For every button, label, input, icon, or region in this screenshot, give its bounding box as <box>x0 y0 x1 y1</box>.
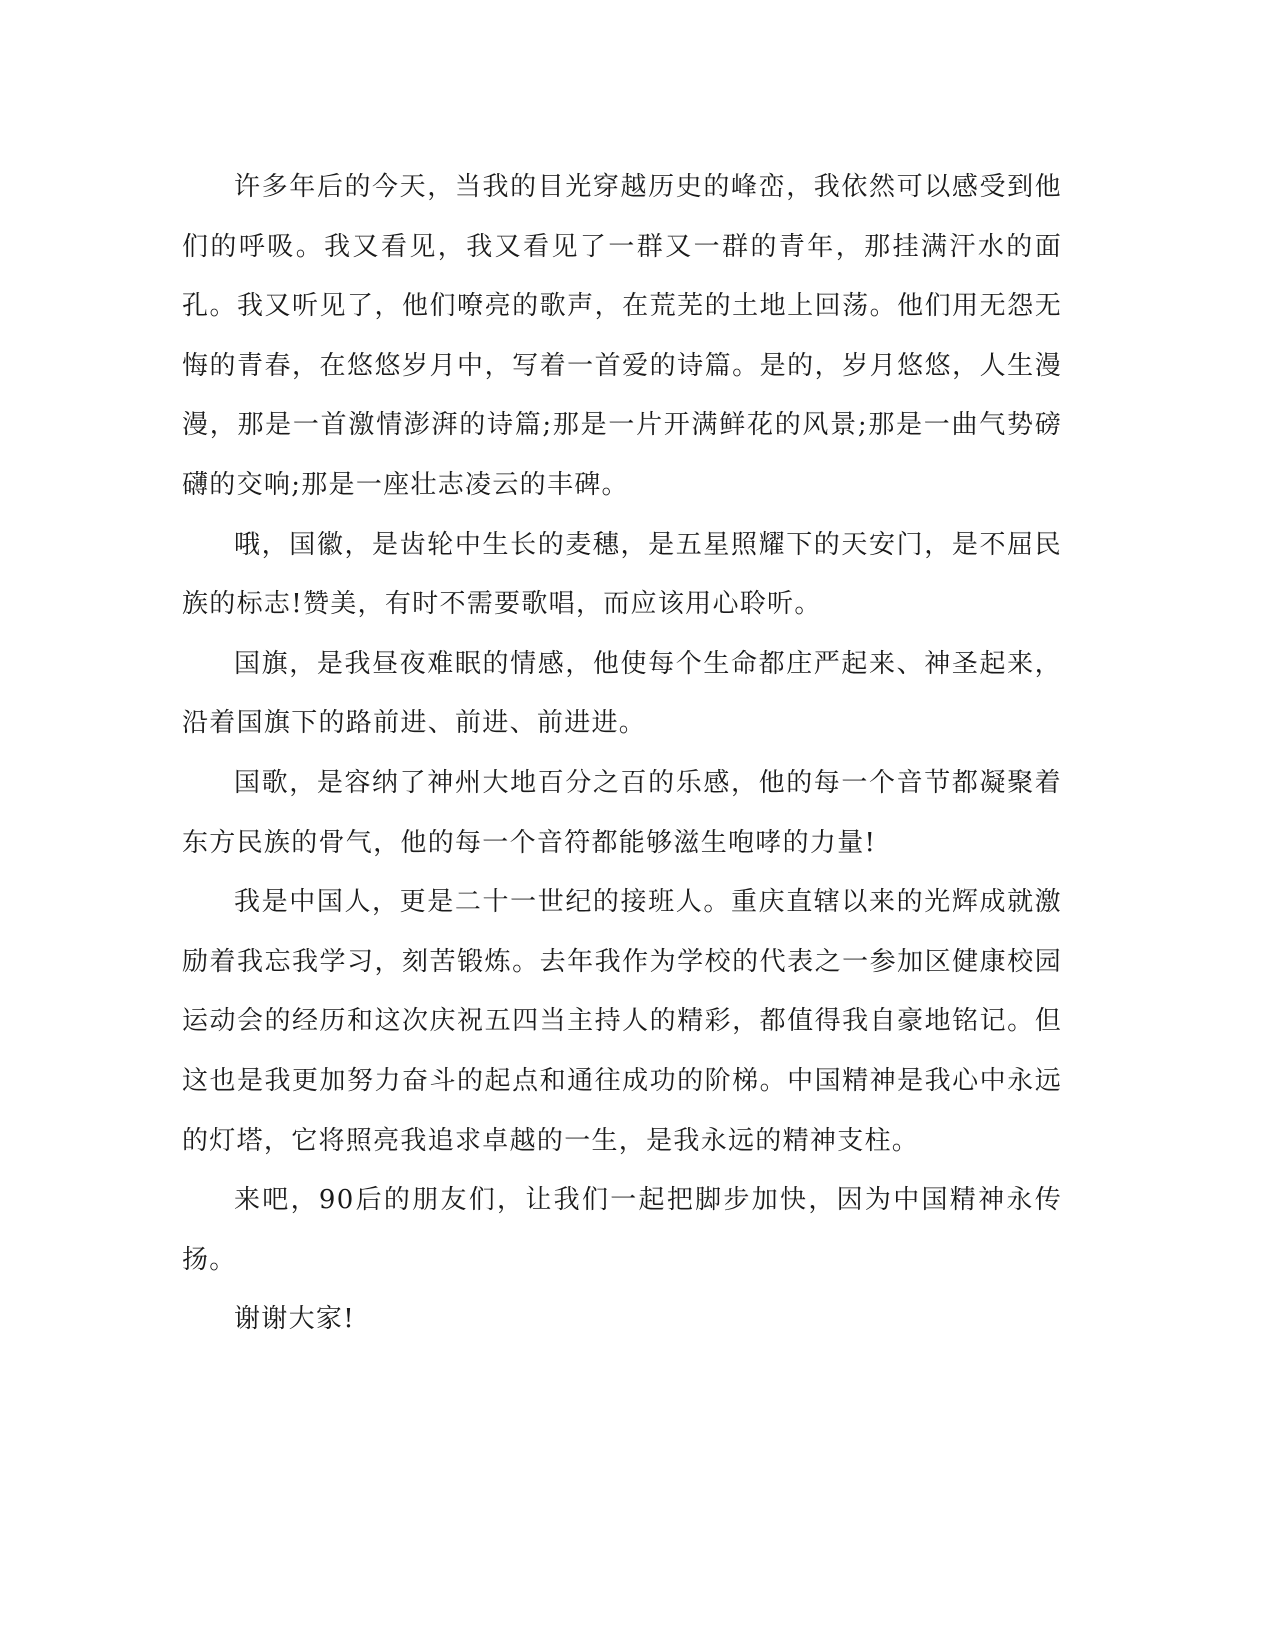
paragraph-1: 许多年后的今天，当我的目光穿越历史的峰峦，我依然可以感受到他们的呼吸。我又看见，我又看见了一群又一群的青年，那挂满汗水的面孔。我又听见了，他们嘹亮的歌声，在荒芜的土地上回荡。他们用无怨无悔的青春，在悠悠岁月中，写着一首爱的诗篇。是的，岁月悠悠，人生漫漫，那是一首激情澎湃的诗篇;那是一片开满鲜花的风景;那是一曲气势磅礴的交响;那是一座壮志凌云的丰碑。 <box>182 172 1062 500</box>
paragraph-3: 国旗，是我昼夜难眠的情感，他使每个生命都庄严起来、神圣起来，沿着国旗下的路前进、前进、前进进。 <box>182 648 1062 739</box>
document-body <box>182 158 1062 1350</box>
paragraph-2: 哦，国徽，是齿轮中生长的麦穗，是五星照耀下的天安门，是不屈民族的标志!赞美，有时不需要歌唱，而应该用心聆听。 <box>182 529 1062 620</box>
paragraph-5: 我是中国人，更是二十一世纪的接班人。重庆直辖以来的光辉成就激励着我忘我学习，刻苦锻炼。去年我作为学校的代表之一参加区健康校园运动会的经历和这次庆祝五四当主持人的精彩，都值得我自豪地铭记。但这也是我更加努力奋斗的起点和通往成功的阶梯。中国精神是我心中永远的灯塔，它将照亮我追求卓越的一生，是我永远的精神支柱。 <box>182 887 1062 1156</box>
paragraph-4: 国歌，是容纳了神州大地百分之百的乐感，他的每一个音节都凝聚着东方民族的骨气，他的每一个音符都能够滋生咆哮的力量! <box>182 767 1062 858</box>
paragraph-7: 谢谢大家! <box>234 1304 355 1335</box>
paragraph-6: 来吧，90后的朋友们，让我们一起把脚步加快，因为中国精神永传扬。 <box>182 1185 1062 1275</box>
